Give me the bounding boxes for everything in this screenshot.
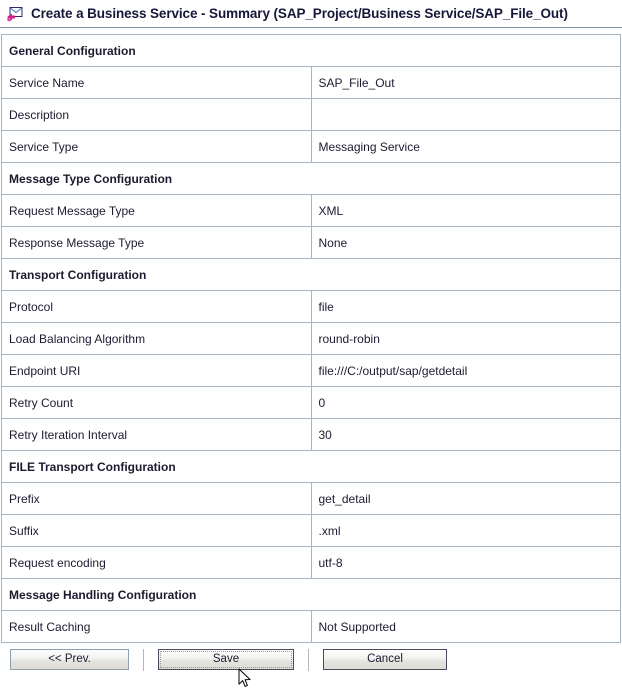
section-header-row	[2, 259, 621, 291]
row-label: Request encoding	[2, 547, 312, 579]
section-heading: Message Handling Configuration	[2, 579, 621, 611]
row-label: Service Type	[2, 131, 312, 163]
row-label: Prefix	[2, 483, 312, 515]
row-label: Request Message Type	[2, 195, 312, 227]
table-row	[2, 227, 621, 259]
row-value: utf-8	[311, 547, 621, 579]
table-row	[2, 99, 621, 131]
section-header-row	[2, 35, 621, 67]
row-label: Description	[2, 99, 312, 131]
section-header-row	[2, 579, 621, 611]
table-row	[2, 67, 621, 99]
row-label: Load Balancing Algorithm	[2, 323, 312, 355]
row-label: Retry Iteration Interval	[2, 419, 312, 451]
button-separator	[308, 649, 309, 671]
button-bar	[0, 649, 622, 694]
table-row	[2, 291, 621, 323]
row-label: Endpoint URI	[2, 355, 312, 387]
row-label: Result Caching	[2, 611, 312, 643]
row-value: Not Supported	[311, 611, 621, 643]
row-value: 30	[311, 419, 621, 451]
section-heading: General Configuration	[2, 35, 621, 67]
prev-button[interactable]: << Prev.	[10, 649, 129, 670]
row-value: round-robin	[311, 323, 621, 355]
row-label: Response Message Type	[2, 227, 312, 259]
row-label: Suffix	[2, 515, 312, 547]
row-value: 0	[311, 387, 621, 419]
row-value: SAP_File_Out	[311, 67, 621, 99]
business-service-icon	[6, 6, 24, 22]
table-row	[2, 419, 621, 451]
row-value: .xml	[311, 515, 621, 547]
button-separator	[143, 649, 144, 671]
row-value	[311, 99, 621, 131]
row-label: Retry Count	[2, 387, 312, 419]
table-row	[2, 195, 621, 227]
row-label: Service Name	[2, 67, 312, 99]
section-header-row	[2, 163, 621, 195]
row-value: None	[311, 227, 621, 259]
row-label: Protocol	[2, 291, 312, 323]
table-row	[2, 515, 621, 547]
cancel-button[interactable]: Cancel	[323, 649, 447, 670]
row-value: file	[311, 291, 621, 323]
table-row	[2, 355, 621, 387]
section-heading: Message Type Configuration	[2, 163, 621, 195]
row-value: XML	[311, 195, 621, 227]
table-row	[2, 611, 621, 643]
table-row	[2, 547, 621, 579]
row-value: file:///C:/output/sap/getdetail	[311, 355, 621, 387]
section-heading: FILE Transport Configuration	[2, 451, 621, 483]
summary-table	[1, 34, 621, 643]
page-title: Create a Business Service - Summary (SAP_Project/Business Service/SAP_File_Out)	[31, 6, 568, 21]
save-button[interactable]: Save	[158, 649, 294, 670]
table-row	[2, 483, 621, 515]
row-value: get_detail	[311, 483, 621, 515]
table-row	[2, 131, 621, 163]
table-row	[2, 387, 621, 419]
section-header-row	[2, 451, 621, 483]
section-heading: Transport Configuration	[2, 259, 621, 291]
window-title-bar	[0, 0, 622, 28]
table-row	[2, 323, 621, 355]
row-value: Messaging Service	[311, 131, 621, 163]
summary-panel	[0, 28, 622, 643]
